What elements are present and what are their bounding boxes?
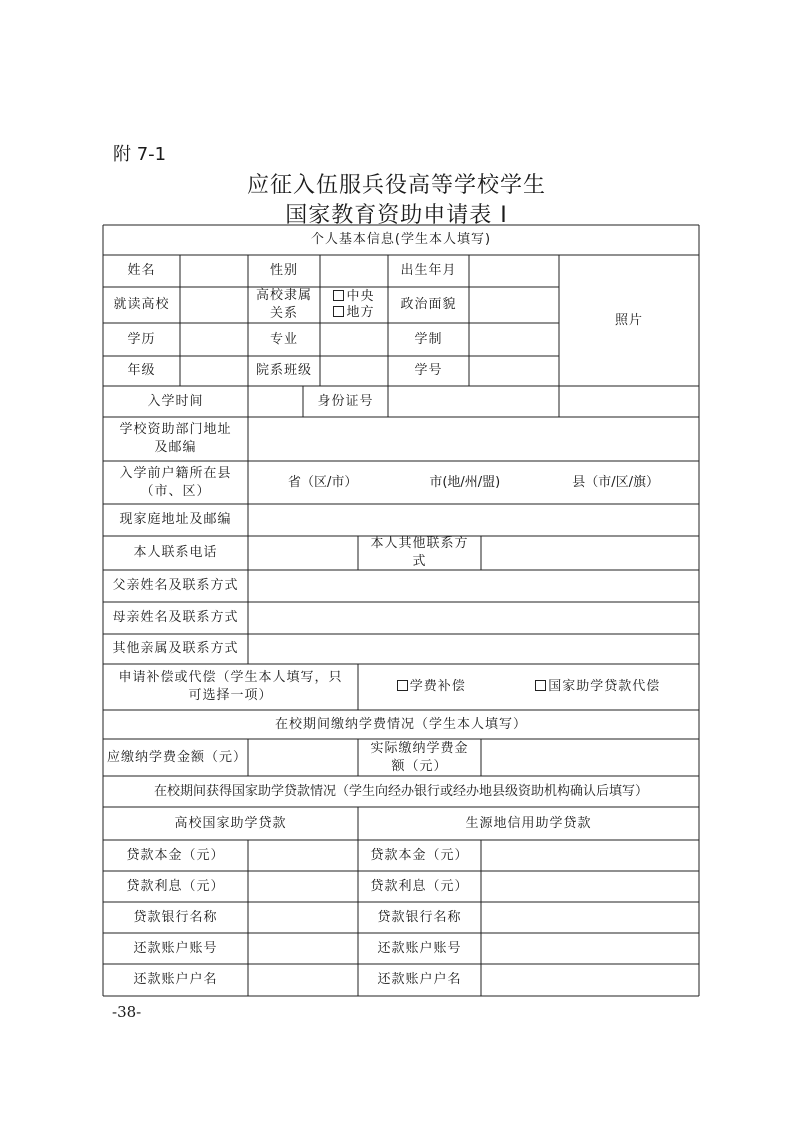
name-field[interactable] — [180, 255, 248, 287]
label-political: 政治面貌 — [400, 297, 457, 312]
id-no-field[interactable] — [388, 386, 559, 417]
label-home-address: 现家庭地址及邮编 — [119, 512, 232, 527]
label-student-no: 学号 — [414, 363, 443, 378]
gender-field[interactable] — [320, 255, 388, 287]
source-interest-field[interactable] — [481, 871, 699, 902]
appendix-label: 附 7-1 — [113, 144, 167, 165]
label-dept-class: 院系班级 — [255, 363, 312, 378]
label-birth: 出生年月 — [400, 263, 457, 278]
hukou-county-unit: 县（市/区/旗） — [572, 474, 659, 490]
label-campus-principal: 贷款本金（元） — [126, 847, 225, 863]
label-due-amount: 应缴纳学费金额（元） — [107, 749, 248, 765]
father-field[interactable] — [248, 570, 699, 602]
enroll-date-field[interactable] — [248, 386, 303, 417]
label-other-contact: 本人其他联系方式 — [370, 536, 469, 569]
label-gender: 性别 — [269, 263, 298, 278]
label-source-account-no: 还款账户账号 — [377, 940, 462, 956]
hukou-field[interactable] — [248, 461, 699, 504]
affiliation-central-option[interactable] — [333, 289, 374, 305]
source-account-name-field[interactable] — [481, 964, 699, 996]
other-contact-field[interactable] — [481, 536, 699, 570]
label-source-loan: 生源地信用助学贷款 — [465, 815, 592, 831]
political-field[interactable] — [469, 287, 559, 323]
label-school: 就读高校 — [113, 297, 170, 312]
label-relative: 其他亲属及联系方式 — [112, 641, 239, 656]
major-field[interactable] — [320, 323, 388, 356]
option-tuition[interactable] — [397, 678, 466, 696]
label-campus-account-no: 还款账户账号 — [133, 940, 218, 956]
birth-field[interactable] — [469, 255, 559, 287]
label-source-bank: 贷款银行名称 — [377, 909, 462, 925]
campus-interest-field[interactable] — [248, 871, 358, 902]
mother-field[interactable] — [248, 602, 699, 634]
label-enroll-date: 入学时间 — [147, 393, 204, 409]
affiliation-central-label: 中央 — [346, 289, 375, 304]
apply-type-options — [358, 664, 699, 710]
form-title-line-1: 应征入伍服兵役高等学校学生 — [246, 173, 546, 198]
label-source-account-name: 还款账户户名 — [377, 972, 462, 987]
checkbox-tuition[interactable] — [397, 680, 408, 691]
campus-account-no-field[interactable] — [248, 933, 358, 964]
campus-principal-field[interactable] — [248, 840, 358, 871]
affiliation-options — [320, 287, 388, 323]
label-id-no: 身份证号 — [317, 393, 374, 409]
source-bank-field[interactable] — [481, 902, 699, 933]
aid-dept-address-field[interactable] — [248, 417, 699, 461]
label-campus-account-name: 还款账户户名 — [133, 972, 218, 987]
label-source-interest: 贷款利息（元） — [370, 878, 469, 894]
label-campus-interest: 贷款利息（元） — [126, 878, 225, 894]
grade-field[interactable] — [180, 356, 248, 386]
label-apply-type: 申请补偿或代偿（学生本人填写，只可选择一项） — [118, 670, 343, 703]
label-father: 父亲姓名及联系方式 — [112, 578, 239, 593]
home-address-field[interactable] — [248, 504, 699, 536]
label-campus-loan: 高校国家助学贷款 — [174, 815, 287, 831]
option-loan-label: 国家助学贷款代偿 — [548, 679, 661, 694]
label-photo: 照片 — [614, 312, 643, 328]
form-title-line-2: 国家教育资助申请表 Ⅰ — [285, 203, 508, 228]
length-field[interactable] — [469, 323, 559, 356]
paid-amount-field[interactable] — [481, 739, 699, 776]
label-name: 姓名 — [127, 263, 156, 278]
hukou-province-unit: 省（区/市） — [287, 474, 358, 490]
student-no-field[interactable] — [469, 356, 559, 386]
id-no-field-extra[interactable] — [559, 386, 699, 417]
phone-field[interactable] — [248, 536, 358, 570]
section-personal-info-heading: 个人基本信息(学生本人填写) — [310, 232, 492, 247]
option-tuition-label: 学费补偿 — [409, 679, 466, 694]
label-major: 专业 — [269, 331, 298, 347]
checkbox-central[interactable] — [333, 290, 344, 301]
label-campus-bank: 贷款银行名称 — [133, 909, 218, 925]
section-tuition-heading: 在校期间缴纳学费情况（学生本人填写） — [274, 716, 527, 732]
dept-class-field[interactable] — [320, 356, 388, 386]
affiliation-local-option[interactable] — [333, 305, 374, 321]
education-field[interactable] — [180, 323, 248, 356]
label-affiliation: 高校隶属关系 — [255, 288, 312, 321]
hukou-city-unit: 市(地/州/盟) — [429, 474, 501, 490]
label-education: 学历 — [127, 331, 156, 347]
source-principal-field[interactable] — [481, 840, 699, 871]
due-amount-field[interactable] — [248, 739, 358, 776]
source-account-no-field[interactable] — [481, 933, 699, 964]
page-number: -38- — [112, 1003, 142, 1021]
label-hukou: 入学前户籍所在县（市、区） — [119, 465, 232, 499]
label-phone: 本人联系电话 — [133, 545, 218, 560]
label-length: 学制 — [414, 331, 443, 347]
checkbox-local[interactable] — [333, 306, 344, 317]
option-loan[interactable] — [535, 678, 660, 696]
label-aid-dept-address: 学校资助部门地址及邮编 — [119, 422, 232, 455]
label-paid-amount: 实际缴纳学费金额（元） — [370, 740, 469, 774]
affiliation-local-label: 地方 — [346, 305, 375, 320]
campus-bank-field[interactable] — [248, 902, 358, 933]
checkbox-loan[interactable] — [535, 680, 546, 691]
school-field[interactable] — [180, 287, 248, 323]
label-mother: 母亲姓名及联系方式 — [112, 610, 239, 625]
label-grade: 年级 — [127, 363, 156, 378]
campus-account-name-field[interactable] — [248, 964, 358, 996]
section-loan-heading: 在校期间获得国家助学贷款情况（学生向经办银行或经办地县级资助机构确认后填写） — [153, 783, 648, 799]
relative-field[interactable] — [248, 634, 699, 664]
label-source-principal: 贷款本金（元） — [370, 847, 469, 863]
